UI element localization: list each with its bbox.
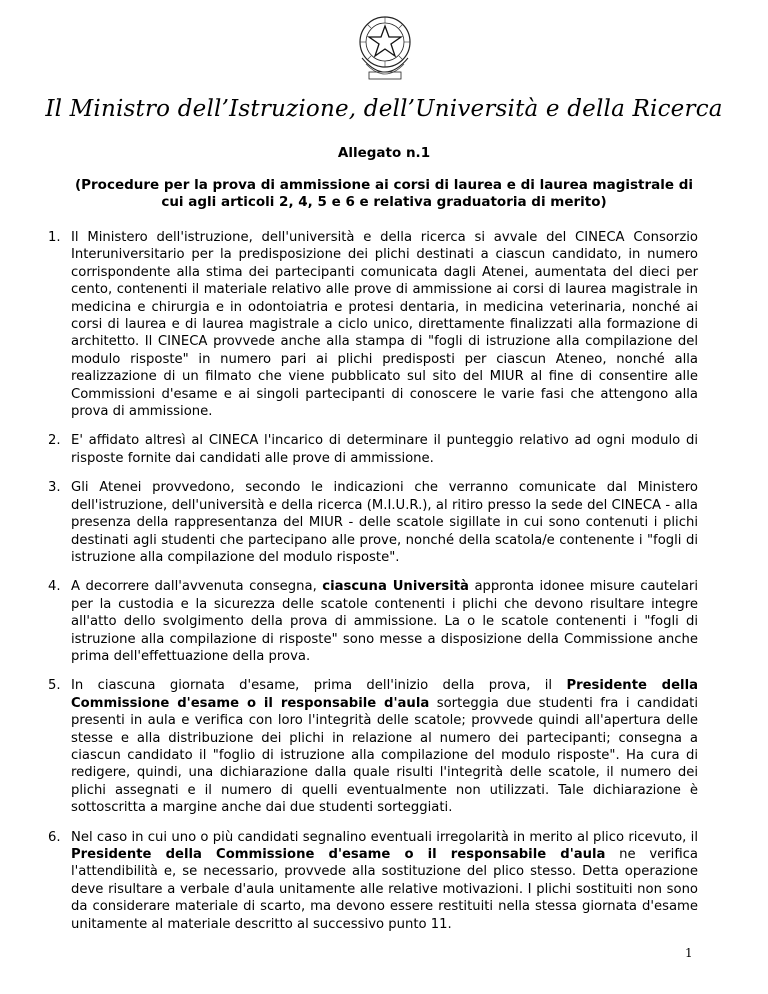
document-title: Allegato n.1 [337, 145, 431, 161]
list-item [48, 578, 698, 665]
item-text: approntа idonee misure cautelari per la custodia e la sicurezza delle scatole contenenti i plichi che devono risultare integre all'atto dello svolgimento della prova di ammissione. La o le scatole contenenti i "fogli di istruzione alla compilazione di risposte" sono messe a disposizione della Commissione anche prima dell'effettuazione della prova. [71, 579, 698, 664]
document-subtitle: (Procedure per la prova di ammissione ai corsi di laurea e di laurea magistrale di cui agli articoli 2, 4, 5 e 6 e relativa graduatoria di merito) [74, 177, 694, 210]
item-number: 4. [48, 579, 61, 595]
list-item [48, 432, 698, 467]
list-item [48, 677, 698, 816]
page-number: 1 [685, 946, 693, 960]
item-text: E' affidato altresì al CINECA l'incarico di determinare il punteggio relativo ad ogni modulo di risposte fornite dai candidati alle prove di ammissione. [71, 433, 698, 466]
item-text: Nel caso in cui uno o più candidati segnalino eventuali irregolarità in merito al plico ricevuto, il [71, 829, 698, 845]
item-text: Il Ministero dell'istruzione, dell'università e della ricerca si avvale del CINECA Consorzio Interuniversitario per la predisposizione dei plichi destinati a ciascun candidato, in numero corrispondente alla stima dei partecipanti comunicata dagli Atenei, aumentata del dieci per cento, contenenti il materiale relativo alle prove di ammissione ai corsi di laurea magistrale in medicina e chirurgia e in odontoiatria e protesi dentaria, in medicina veterinaria, nonché ai corsi di laurea e di laurea magistrale a ciclo unico, direttamente finalizzati alla formazione di architetto. Il CINECA provvede anche alla stampa di "fogli di istruzione alla compilazione del modulo risposte" in numero pari ai plichi predisposti per ciascun Ateneo, nonché alla realizzazione di un filmato che viene pubblicato sul sito del MIUR al fine di consentire alle Commissioni d'esame e ai singoli partecipanti di conoscere le varie fasi che attengono alla prova di ammissione. [71, 230, 698, 420]
list-item [48, 829, 698, 933]
bold-text: ciascuna Università [322, 579, 469, 595]
item-number: 1. [48, 230, 61, 245]
item-text: sorteggia due studenti fra i candidati presenti in aula e verifica con loro l'integrità delle scatole; provvede quindi all'apertura delle stesse e alla distribuzione dei plichi in relazione al numero dei partecipanti; consegna a ciascun candidato il "foglio di istruzione alla compilazione del modulo risposte". Ha cura di redigere, quindi, una dichiarazione dalla quale risulti l'integrità delle scatole, il numero dei plichi assegnati e il numero di quelli eventualmente non utilizzati. Tale dichiarazione è sottoscritta a margine anche dai due studenti sorteggiati. [71, 695, 698, 816]
italian-republic-emblem-icon [356, 6, 414, 88]
list-item [48, 479, 698, 566]
procedure-list [48, 229, 698, 945]
item-number: 6. [48, 829, 61, 845]
item-number: 3. [48, 480, 61, 496]
item-text: In ciascuna giornata d'esame, prima dell'inizio della prova, il [71, 678, 567, 694]
ministry-heading: Il Ministro dell’Istruzione, dell’Università e della Ricerca [45, 96, 723, 122]
item-text: Gli Atenei provvedono, secondo le indicazioni che verranno comunicate dal Ministero dell'istruzione, dell'università e della ricerca (M.I.U.R.), al ritiro presso la sede del CINECA - alla presenza della rappresentanza del MIUR - delle scatole sigillate in cui sono contenuti i plichi destinati agli studenti che partecipano alle prove, nonché della scatola/e contenente i "fogli di istruzione alla compilazione del modulo risposte". [71, 480, 698, 565]
bold-text: Presidente della Commissione d'esame o il responsabile d'aula [71, 678, 699, 711]
item-number: 2. [48, 433, 61, 449]
item-text: A decorrere dall'avvenuta consegna, [71, 579, 323, 595]
bold-text: Presidente della Commissione d'esame o il responsabile d'aula [71, 847, 606, 862]
item-number: 5. [48, 678, 61, 694]
list-item [48, 229, 698, 420]
item-text: ne verifica l'attendibilità e, se necessario, provvede alla sostituzione del plico stesso. Detta operazione deve risultare a verbale d'aula unitamente alle relative motivazioni. I plichi sostituiti non sono da considerare materiale di scarto, ma devono essere restituiti nella stessa giornata d'esame unitamente al materiale descritto al successivo punto 11. [71, 847, 698, 932]
